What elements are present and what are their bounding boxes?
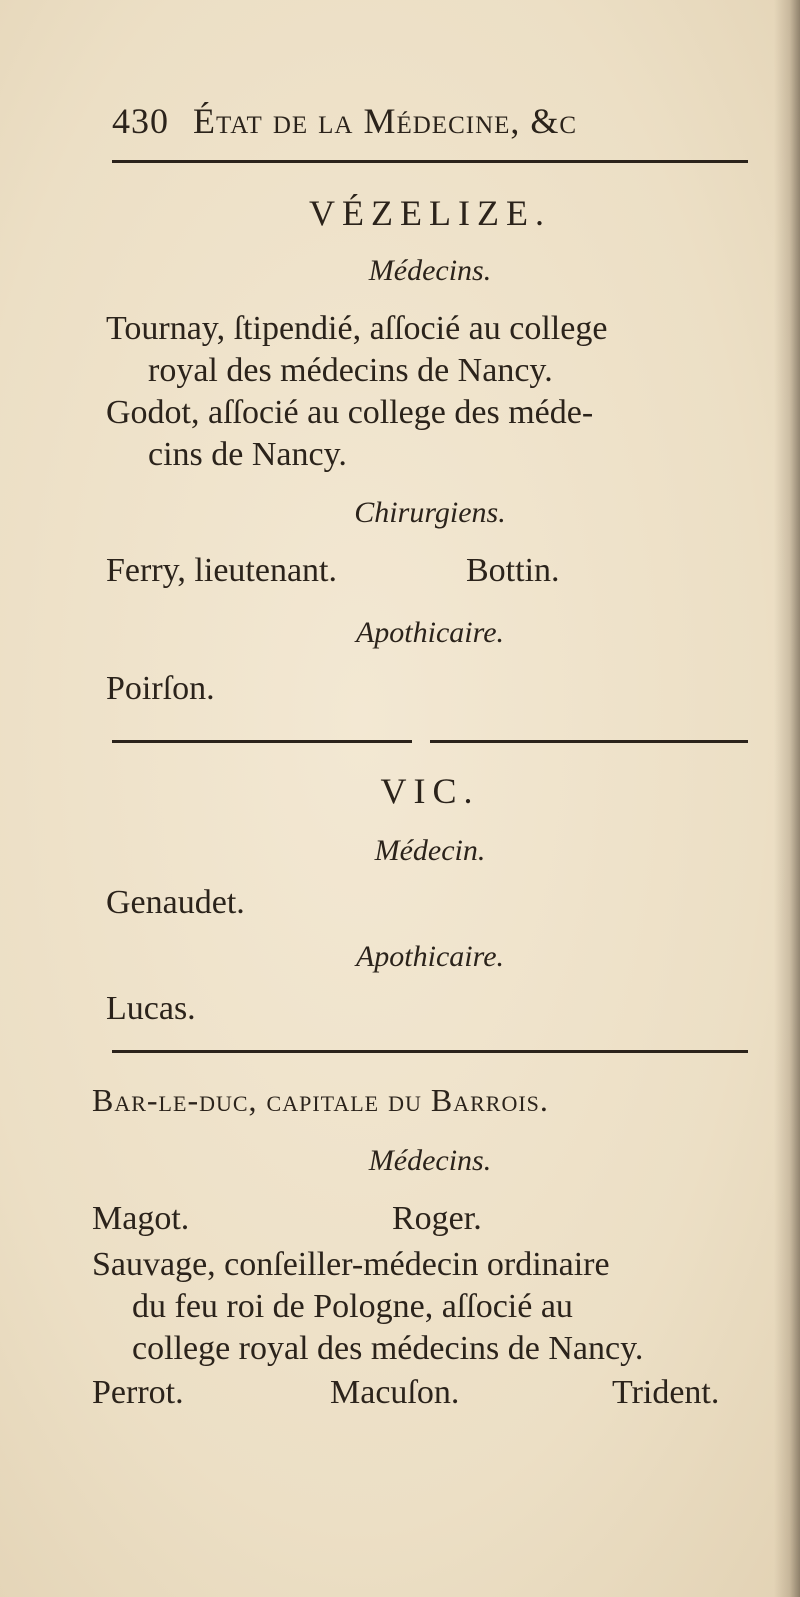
entry-genaudet: Genaudet. — [106, 884, 245, 921]
running-header — [112, 100, 752, 142]
entry-lucas: Lucas. — [106, 990, 196, 1027]
entry-trident: Trident. — [612, 1374, 720, 1411]
page-number: 430 — [112, 101, 169, 141]
subheading-chirurgiens: Chirurgiens. — [354, 496, 506, 529]
entry-godot-line2: cins de Nancy. — [148, 436, 347, 473]
page-edge-shadow — [774, 0, 800, 1597]
entry-ferry: Ferry, lieutenant. — [106, 552, 337, 589]
entry-tournay-line2: royal des médecins de Nancy. — [148, 352, 553, 389]
entry-macuson: Macuſon. — [330, 1374, 460, 1411]
entry-poirson: Poirſon. — [106, 670, 215, 707]
subheading-medecin: Médecin. — [374, 834, 486, 867]
entry-sauvage-line2: du feu roi de Pologne, aſſocié au — [132, 1288, 573, 1325]
section-title-vezelize: VÉZELIZE. — [309, 193, 551, 233]
section-title-vic: VIC. — [380, 771, 480, 811]
entry-sauvage-line1: Sauvage, conſeiller-médecin ordinaire — [92, 1246, 610, 1283]
subheading-medecins: Médecins. — [368, 1144, 492, 1177]
entry-tournay-line1: Tournay, ſtipendié, aſſocié au college — [106, 310, 608, 347]
entry-roger: Roger. — [392, 1200, 482, 1237]
entry-godot-line1: Godot, aſſocié au college des méde- — [106, 394, 594, 431]
entry-sauvage-line3: college royal des médecins de Nancy. — [132, 1330, 644, 1367]
entry-magot: Magot. — [92, 1200, 190, 1237]
section-rule — [112, 1050, 748, 1053]
subheading-apothicaire: Apothicaire. — [355, 616, 505, 649]
running-title: État de la Médecine, &c — [193, 101, 578, 141]
section-title-bar-le-duc: Bar-le-duc, capitale du Barrois. — [92, 1082, 549, 1118]
subheading-apothicaire: Apothicaire. — [355, 940, 505, 973]
header-rule — [112, 160, 748, 163]
section-rule — [112, 740, 748, 743]
entry-perrot: Perrot. — [92, 1374, 184, 1411]
entry-bottin: Bottin. — [466, 552, 560, 589]
subheading-medecins: Médecins. — [368, 254, 492, 287]
